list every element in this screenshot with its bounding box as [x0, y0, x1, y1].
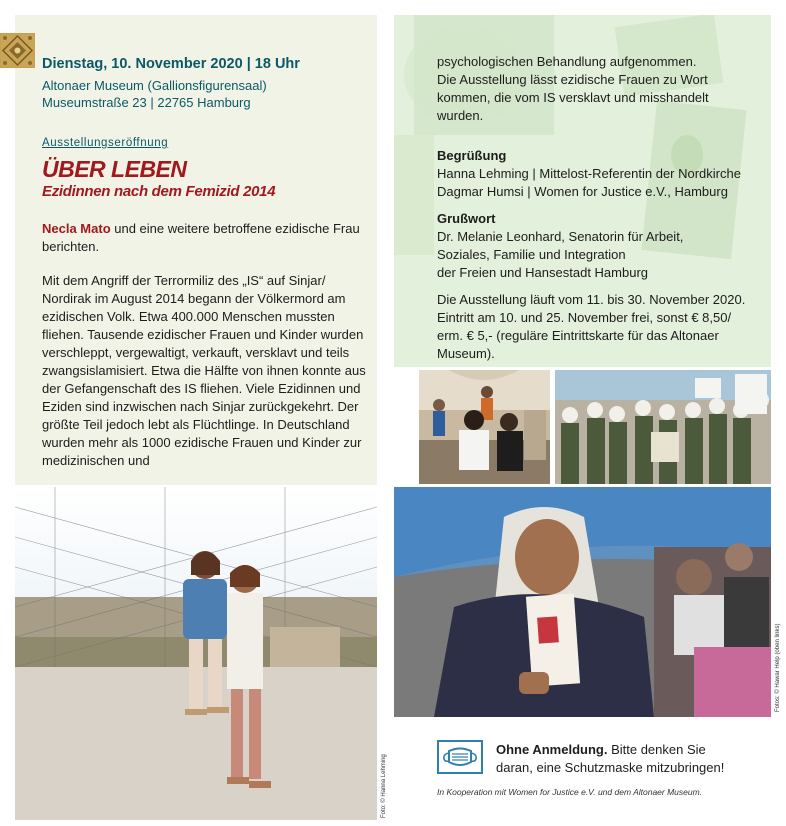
greeting-heading: Begrüßung	[437, 148, 507, 163]
intro-rest: und eine weitere betroffene ezidische Frau berichten.	[42, 221, 360, 254]
exhibition-subtitle: Ezidinnen nach dem Femizid 2014	[42, 183, 276, 200]
exhibition-info-line: Eintritt am 10. und 25. November frei, sonst € 8,50/	[437, 310, 732, 325]
address-line: Soziales, Familie und Integration	[437, 247, 626, 262]
photo-woman-with-id	[394, 487, 771, 717]
event-venue: Altonaer Museum (Gallionsfigurensaal)	[42, 78, 267, 93]
speaker-name: Necla Mato	[42, 221, 111, 236]
photo-speakers	[419, 370, 550, 484]
exhibition-title: ÜBER LEBEN	[42, 156, 187, 182]
body-paragraph: Mit dem Angriff der Terrormiliz des „IS“ auf Sinjar/ Nordirak im August 2014 begann der Völkermord am ezidischen Volk. Etwa 400.000 Menschen mussten fliehen. Tausende ezidischer Frauen und Kinder wurden verschleppt, vergewaltigt, verkauft, versklavt und teils zwangsislamisiert. Etwa die Hälfte von ihnen konnte aus der Gefangenschaft des IS fliehen. Viele Ezidinnen und Eziden sind inzwischen nach Sinjar zurückgekehrt. Der größte Teil jedoch lebt als Flüchtlinge. In Deutschland wurden mehr als 1000 ezidische Frauen und Kinder zur medizinischen und	[42, 273, 366, 468]
notice-bold: Ohne Anmeldung.	[496, 742, 608, 757]
face-mask-icon	[437, 740, 483, 774]
event-address: Museumstraße 23 | 22765 Hamburg	[42, 95, 251, 110]
continuation-line: psychologischen Behandlung aufgenommen.	[437, 54, 697, 69]
continuation-line: wurden.	[437, 108, 484, 123]
event-date-time: Dienstag, 10. November 2020 | 18 Uhr	[42, 56, 300, 72]
address-line: Dr. Melanie Leonhard, Senatorin für Arbeit,	[437, 229, 684, 244]
greeting-line: Dagmar Humsi | Women for Justice e.V., Hamburg	[437, 184, 728, 199]
address-heading: Grußwort	[437, 211, 496, 226]
continuation-line: kommen, die vom IS versklavt und misshandelt	[437, 90, 709, 105]
address-line: der Freien und Hansestadt Hamburg	[437, 265, 649, 280]
intro-paragraph	[42, 220, 362, 256]
notice-line1: Bitte denken Sie	[607, 742, 706, 757]
mask-notice	[496, 741, 724, 777]
greeting-line: Hanna Lehming | Mittelost-Referentin der Nordkirche	[437, 166, 741, 181]
photo-children	[15, 487, 377, 820]
ornament-icon	[0, 33, 35, 68]
photo-credit-left: Foto: © Hanna Lehming	[381, 754, 387, 818]
notice-line2: daran, eine Schutzmaske mitzubringen!	[496, 760, 725, 775]
photo-credit-right: Fotos: © Hawar Help (oben links)	[775, 623, 781, 712]
event-type: Ausstellungseröffnung	[42, 137, 169, 149]
cooperation-note: In Kooperation mit Women for Justice e.V. und dem Altonaer Museum.	[437, 787, 703, 797]
continuation-line: Die Ausstellung lässt ezidische Frauen zu Wort	[437, 72, 708, 87]
exhibition-info-line: erm. € 5,- (reguläre Eintrittskarte für das Altonaer	[437, 328, 719, 343]
exhibition-info-line: Die Ausstellung läuft vom 11. bis 30. November 2020.	[437, 292, 746, 307]
photo-protest	[555, 370, 771, 484]
exhibition-info-line: Museum).	[437, 346, 495, 361]
